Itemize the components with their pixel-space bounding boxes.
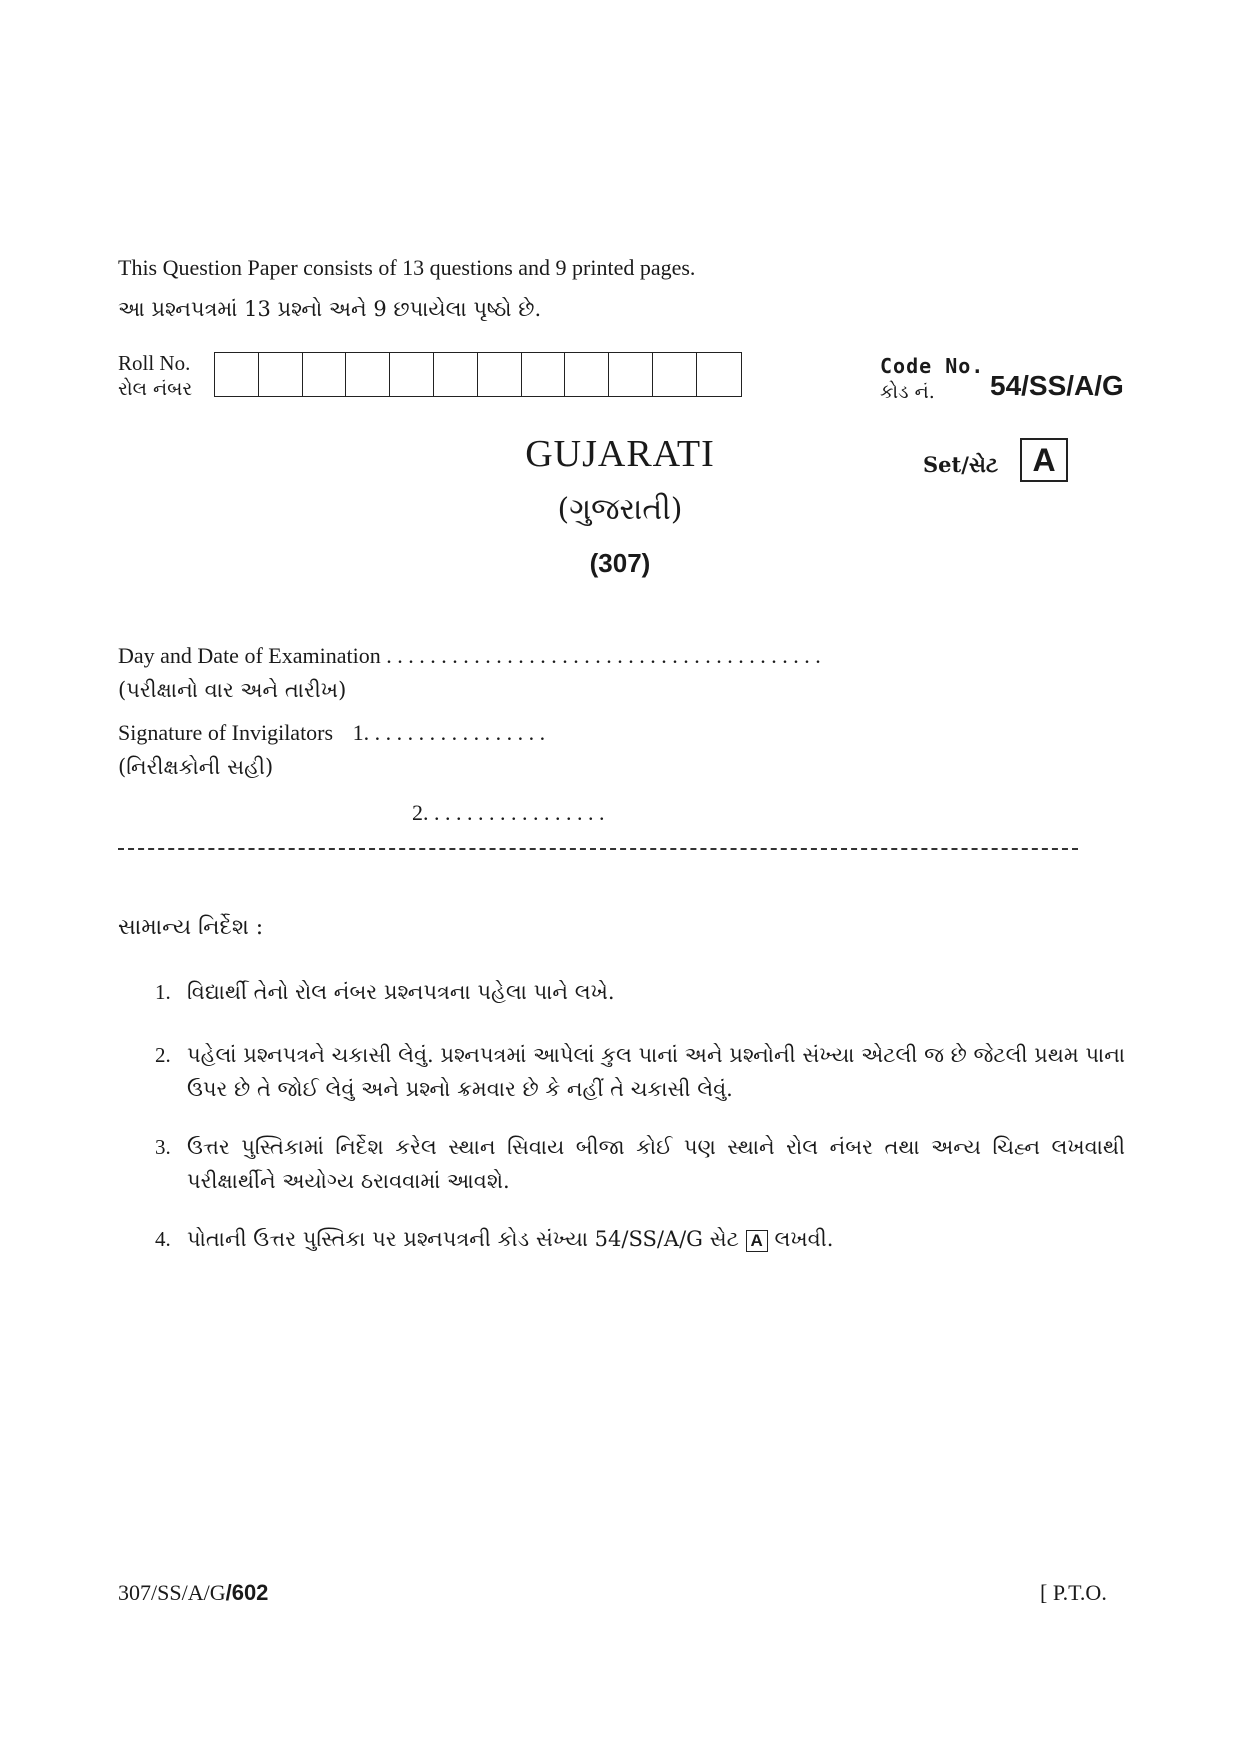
roll-box[interactable] <box>522 353 566 396</box>
footer-paper-code: 307/SS/A/G/602 <box>118 1580 269 1605</box>
roll-box[interactable] <box>697 353 741 396</box>
exam-date-dots[interactable]: . . . . . . . . . . . . . . . . . . . . . . . . . . . . . . . . . . . . . . . . <box>386 643 821 668</box>
footer-pto: [ P.T.O. <box>1040 1580 1107 1605</box>
roll-box[interactable] <box>653 353 697 396</box>
paper-info-gujarati: આ પ્રશ્નપત્રમાં 13 પ્રશ્નો અને 9 છપાયેલા પૃષ્ઠો છે. <box>118 297 542 321</box>
instruction-item: 3. ઉત્તર પુસ્તિકામાં નિર્દેશ કરેલ સ્થાન સિવાય બીજા કોઈ પણ સ્થાને રોલ નંબર તથા અન્ય ચિહ્ન લખવાથી પરીક્ષાર્થીને અયોગ્ય ઠરાવવામાં આવશે. <box>155 1135 1125 1193</box>
roll-number-label <box>118 350 192 402</box>
instruction-item: 2. પહેલાં પ્રશ્નપત્રને ચકાસી લેવું. પ્રશ્નપત્રમાં આપેલાં કુલ પાનાં અને પ્રશ્નોની સંખ્યા એટલી જ છે જેટલી પ્રથમ પાના ઉપર છે તે જોઈ લેવું અને પ્રશ્નો ક્રમવાર છે કે નહીં તે ચકાસી લેવું. <box>155 1043 1125 1101</box>
instruction-item: 4. પોતાની ઉત્તર પુસ્તિકા પર પ્રશ્નપત્રની કોડ સંખ્યા 54/SS/A/G સેટ A લખવી. <box>155 1227 834 1251</box>
exam-date-row <box>118 643 821 669</box>
invigilator-1-dots[interactable]: 1. . . . . . . . . . . . . . . . . <box>352 720 546 745</box>
code-label-gu: કોડ નં. <box>880 381 935 403</box>
roll-box[interactable] <box>434 353 478 396</box>
subject-code: (307) <box>589 548 651 578</box>
roll-box[interactable] <box>346 353 390 396</box>
roll-box[interactable] <box>259 353 303 396</box>
roll-box[interactable] <box>609 353 653 396</box>
code-number-value: 54/SS/A/G <box>990 370 1124 401</box>
set-value-box: A <box>1020 438 1068 482</box>
roll-box[interactable] <box>215 353 259 396</box>
roll-box[interactable] <box>303 353 347 396</box>
roll-label-gu: રોલ નંબર <box>118 378 193 400</box>
exam-date-label: Day and Date of Examination <box>118 643 381 668</box>
set-inline-box: A <box>746 1230 768 1252</box>
paper-info-english: This Question Paper consists of 13 questions and 9 printed pages. <box>118 255 696 280</box>
roll-label-en: Roll No. <box>118 351 191 375</box>
roll-box[interactable] <box>478 353 522 396</box>
exam-date-label-gu: (પરીક્ષાનો વાર અને તારીખ) <box>118 678 347 702</box>
invigilator-signature-row-1 <box>118 720 545 746</box>
set-label: Set/સેટ <box>923 452 999 477</box>
instruction-item: 1. વિદ્યાર્થી તેનો રોલ નંબર પ્રશ્નપત્રના પહેલા પાને લખે. <box>155 980 615 1004</box>
instructions-heading: સામાન્ય નિર્દેશ : <box>118 915 264 940</box>
invigilator-label-gu: (નિરીક્ષકોની સહી) <box>118 755 274 779</box>
subject-title-english: GUJARATI <box>525 433 715 475</box>
roll-box[interactable] <box>390 353 434 396</box>
roll-box[interactable] <box>565 353 609 396</box>
invigilator-label: Signature of Invigilators <box>118 720 334 745</box>
subject-title-gujarati: (ગુજરાતી) <box>557 492 683 527</box>
invigilator-2-dots[interactable]: 2. . . . . . . . . . . . . . . . . <box>412 800 605 825</box>
code-number-label <box>880 353 984 405</box>
roll-number-boxes[interactable] <box>214 352 742 397</box>
code-label-en: Code No. <box>880 354 985 378</box>
dashed-separator <box>118 848 1078 850</box>
